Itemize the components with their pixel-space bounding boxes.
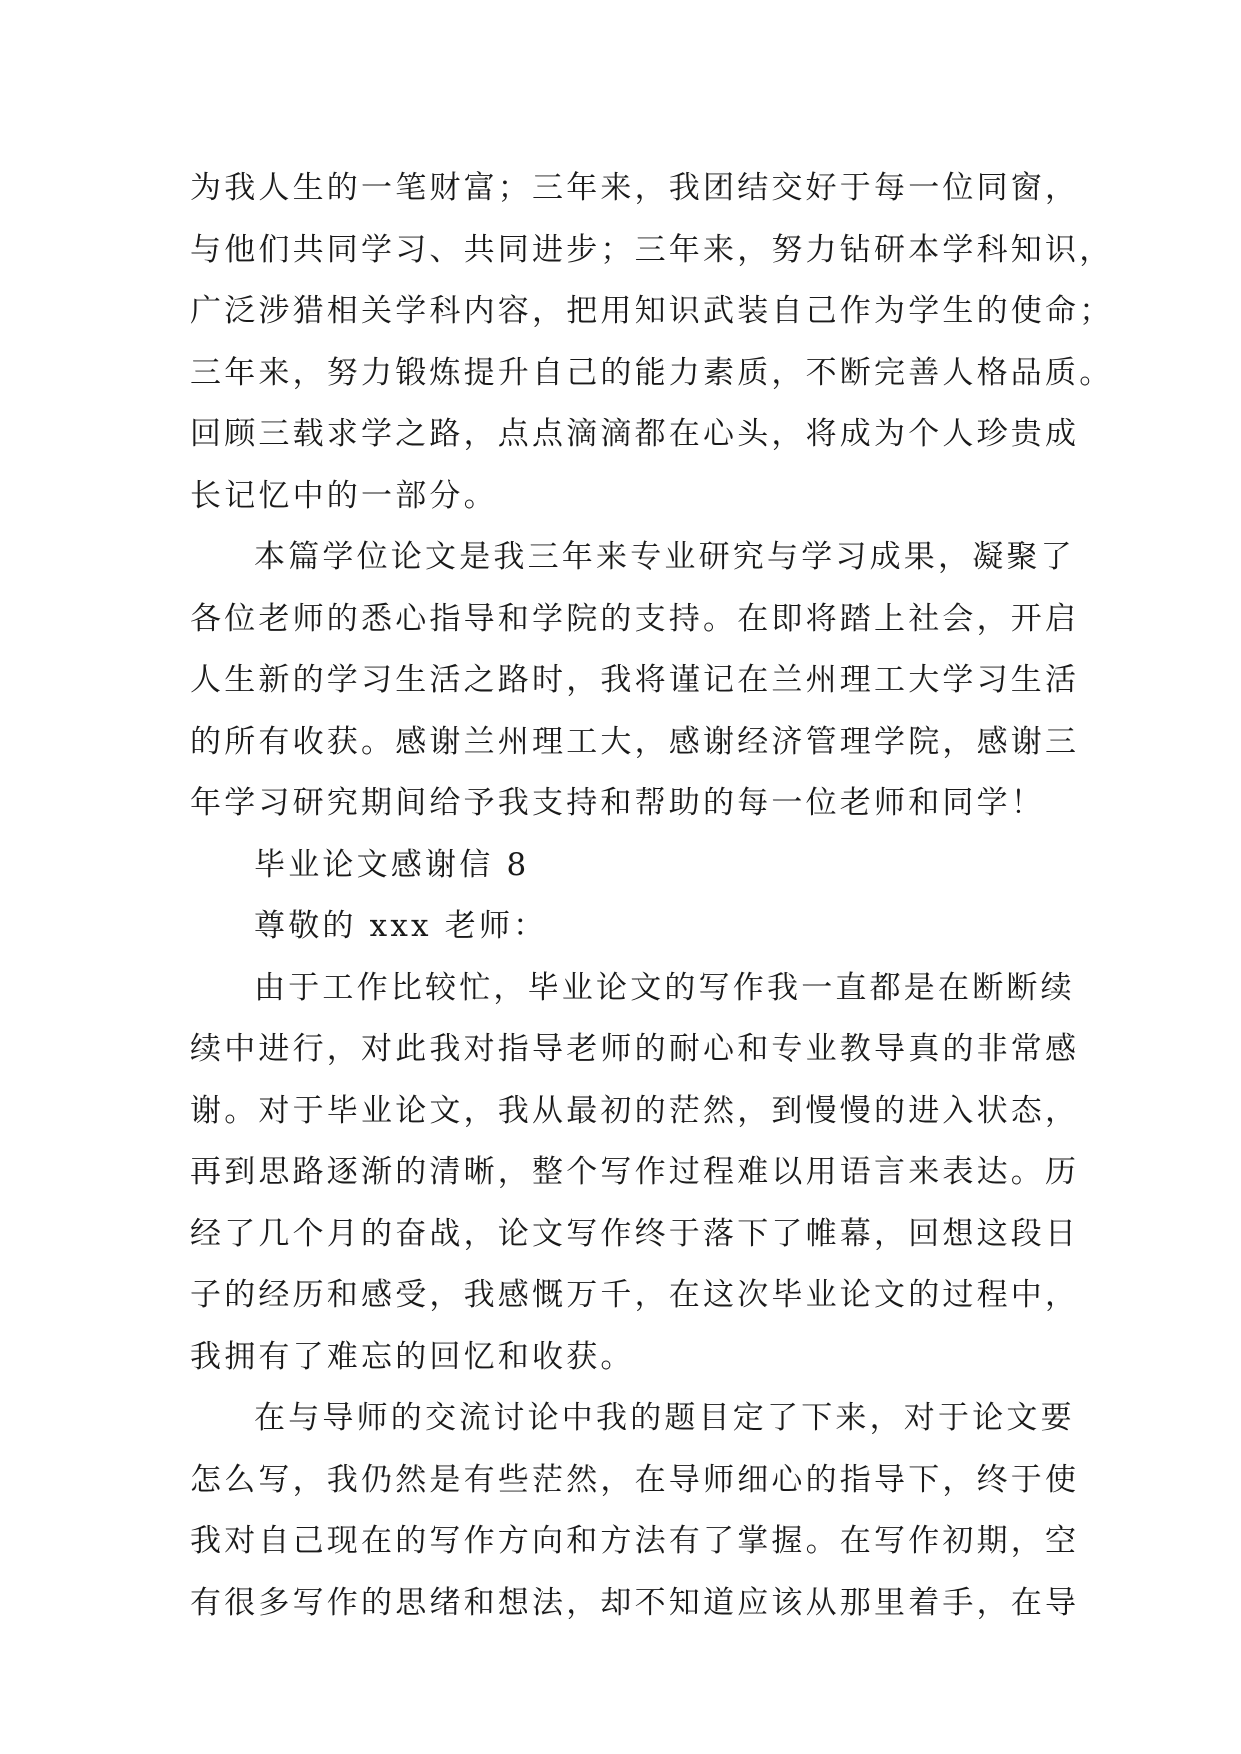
text-line: 与他们共同学习、共同进步；三年来，努力钻研本学科知识， [190,231,1114,268]
text-line: 年学习研究期间给予我支持和帮助的每一位老师和同学！ [190,785,1045,821]
text-line: 谢。对于毕业论文，我从最初的茫然，到慢慢的进入状态， [190,1092,1080,1129]
text-line: 怎么写，我仍然是有些茫然，在导师细心的指导下，终于使 [190,1461,1080,1498]
text-line: 的所有收获。感谢兰州理工大，感谢经济管理学院，感谢三 [190,723,1080,760]
paragraph-start-line: 由于工作比较忙，毕业论文的写作我一直都是在断断续 [254,969,1075,1006]
document-body [190,158,1114,1634]
paragraph-start-line: 本篇学位论文是我三年来专业研究与学习成果，凝聚了 [254,539,1075,575]
text-line: 广泛涉猎相关学科内容，把用知识武装自己作为学生的使命； [190,293,1114,329]
text-line: 再到思路逐渐的清晰，整个写作过程难以用语言来表达。历 [190,1154,1080,1190]
text-line: 各位老师的悉心指导和学院的支持。在即将踏上社会，开启 [190,600,1080,637]
text-line: 经了几个月的奋战，论文写作终于落下了帷幕，回想这段日 [190,1215,1080,1252]
text-line: 回顾三载求学之路，点点滴滴都在心头，将成为个人珍贵成 [190,416,1080,452]
text-line: 我拥有了难忘的回忆和收获。 [190,1338,635,1375]
paragraph-start-line: 在与导师的交流讨论中我的题目定了下来，对于论文要 [254,1400,1075,1436]
text-line: 我对自己现在的写作方向和方法有了掌握。在写作初期，空 [190,1523,1080,1559]
text-line: 有很多写作的思绪和想法，却不知道应该从那里着手，在导 [190,1584,1080,1621]
text-line: 人生新的学习生活之路时，我将谨记在兰州理工大学习生活 [190,662,1080,698]
section-heading: 毕业论文感谢信 8 [254,846,530,883]
text-line: 为我人生的一笔财富；三年来，我团结交好于每一位同窗， [190,170,1080,206]
salutation: 尊敬的 xxx 老师： [254,908,548,944]
text-line: 三年来，努力锻炼提升自己的能力素质，不断完善人格品质。 [190,354,1114,391]
text-line: 长记忆中的一部分。 [190,477,498,514]
text-line: 子的经历和感受，我感慨万千，在这次毕业论文的过程中， [190,1277,1080,1313]
text-line: 续中进行，对此我对指导老师的耐心和专业教导真的非常感 [190,1031,1080,1067]
